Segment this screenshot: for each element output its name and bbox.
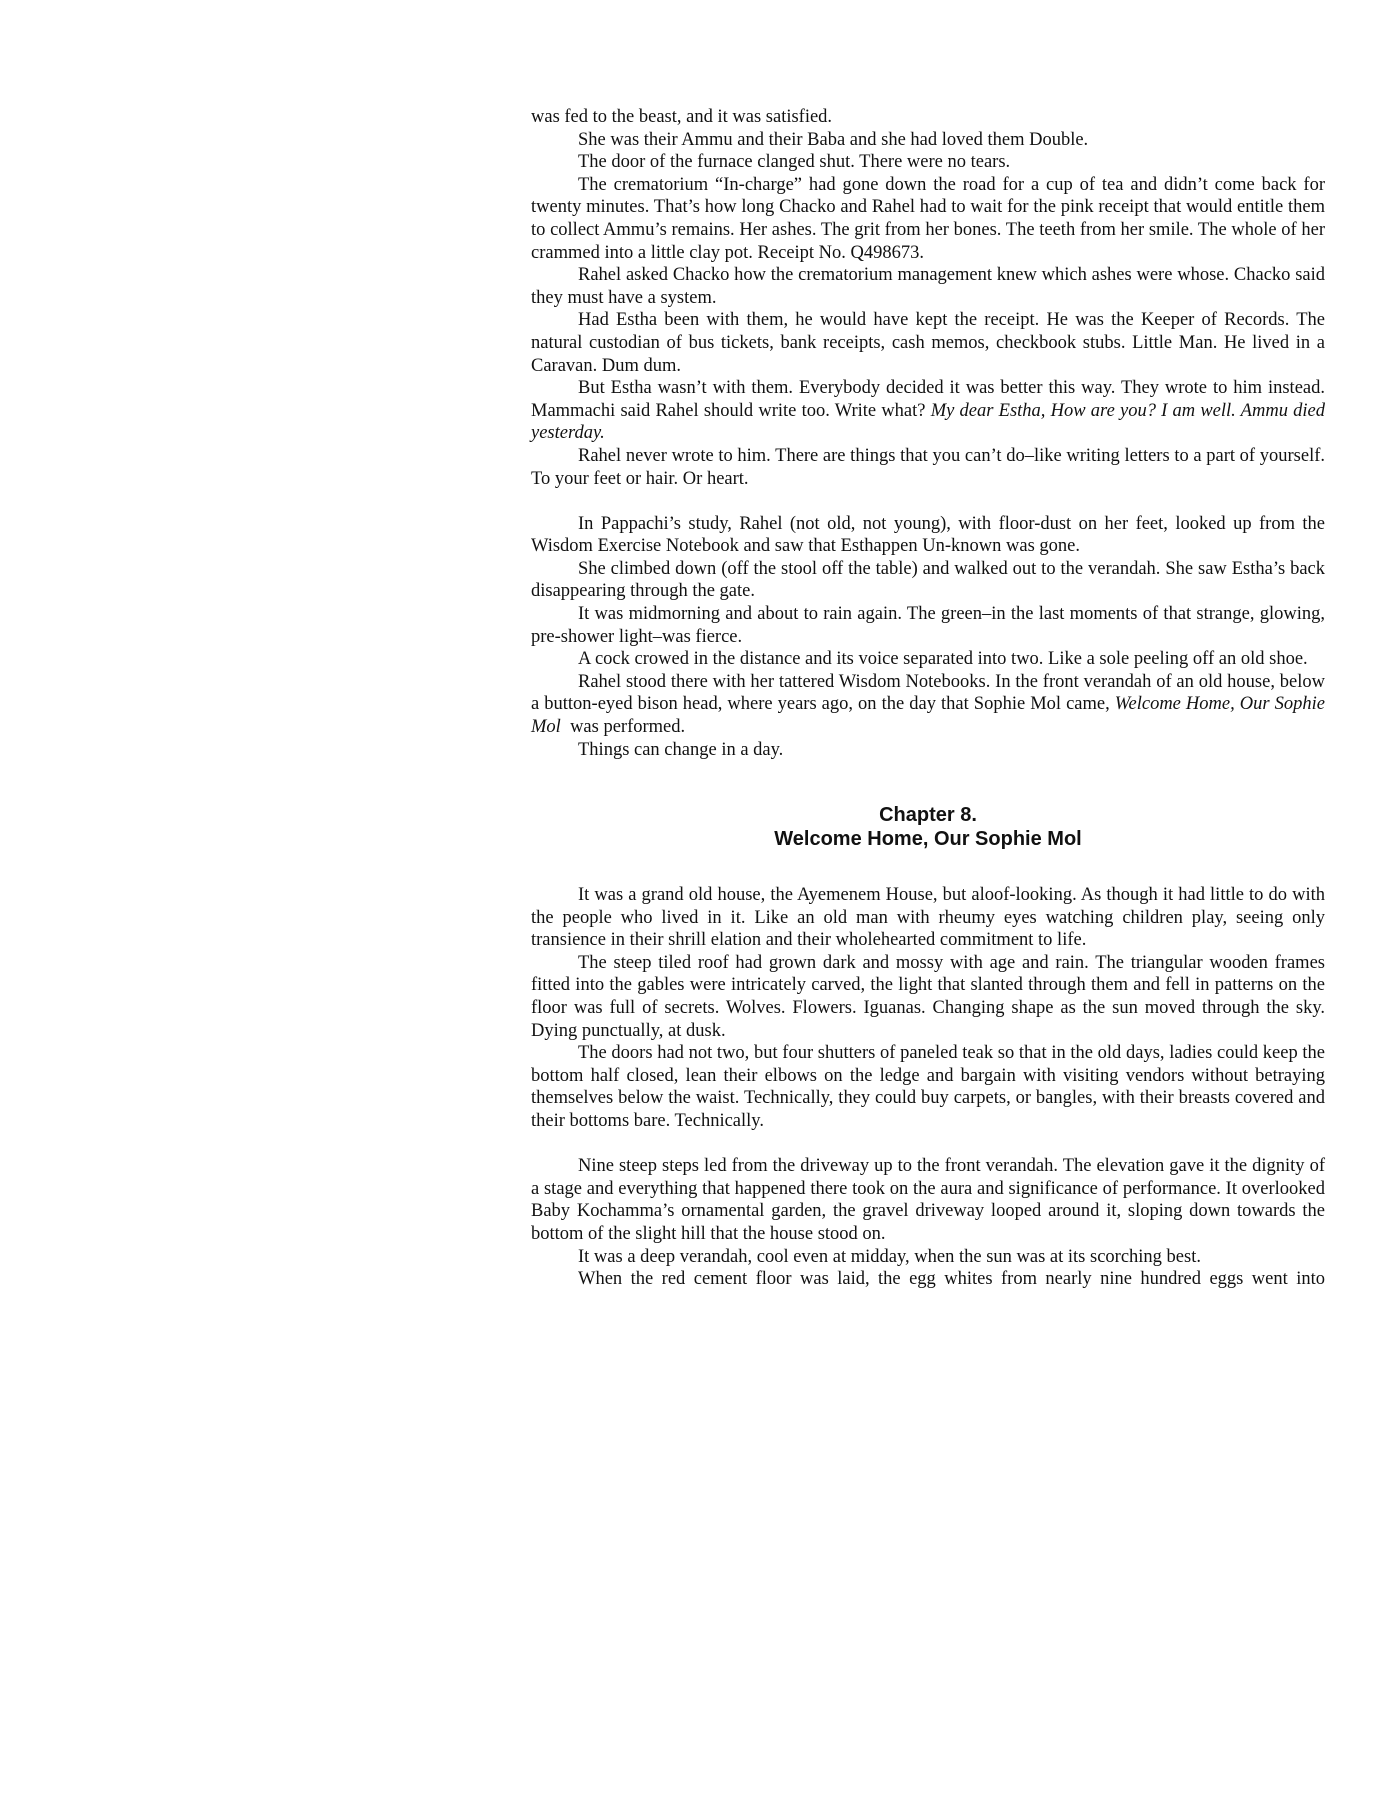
paragraph: It was a deep verandah, cool even at midday, when the sun was at its scorching best. [578, 1246, 1201, 1267]
paragraph: A cock crowed in the distance and its voice separated into two. Like a sole peeling off an old shoe. [578, 649, 1308, 670]
paragraph [531, 671, 1325, 739]
paragraph-text: But Estha wasn’t with them. Everybody decided it was better this way. They wrote to him instead. Mammachi said Rahel should write too. Write what? [531, 378, 1325, 421]
paragraph: The doors had not two, but four shutters of paneled teak so that in the old days, ladies could keep the bottom half closed, lean their elbows on the ledge and bargain with visiting vendors without betraying themselves below the waist. Technically, they could buy carpets, or bangles, with their breasts covered and their bottoms bare. Technically. [531, 1043, 1325, 1131]
paragraph: The door of the furnace clanged shut. There were no tears. [578, 152, 1011, 173]
chapter-heading [531, 803, 1325, 851]
paragraph: Rahel asked Chacko how the crematorium management knew which ashes were whose. Chacko said they must have a system. [531, 265, 1325, 308]
paragraph: Had Estha been with them, he would have kept the receipt. He was the Keeper of Records. The natural custodian of bus tickets, bank receipts, cash memos, checkbook stubs. Little Man. He lived in a Caravan. Dum dum. [531, 310, 1325, 376]
paragraph: It was a grand old house, the Ayemenem House, but aloof-looking. As though it had little to do with the people who lived in it. Like an old man with rheumy eyes watching children play, seeing only transience in their shrill elation and their wholehearted commitment to life. [531, 885, 1325, 951]
paragraph: She climbed down (off the stool off the table) and walked out to the verandah. She saw Estha’s back disappearing through the gate. [531, 558, 1325, 602]
paragraph: She was their Ammu and their Baba and she had loved them Double. [578, 129, 1089, 150]
paragraph-text: Rahel stood there with her tattered Wisdom Notebooks. In the front verandah of an old house, below a button-eyed bison head, where years ago, on the day that Sophie Mol came, [531, 671, 1325, 715]
italic-title-text: Welcome Home, Our Sophie Mol [531, 694, 1325, 738]
paragraph-text: was performed. [560, 717, 686, 738]
paragraph: Nine steep steps led from the driveway up to the front verandah. The elevation gave it the dignity of a stage and everything that happened there took on the aura and significance of performance. It overlooked Baby Kochamma’s ornamental garden, the gravel driveway looped around it, sloping down towards the bottom of the slight hill that the house stood on. [531, 1156, 1325, 1244]
italic-letter-text: My dear Estha, How are you? I am well. Ammu died yesterday. [531, 400, 1326, 444]
text-section-before-chapter [531, 106, 1325, 761]
paragraph: It was midmorning and about to rain again. The green–in the last moments of that strange, glowing, pre-shower light–was fierce. [531, 604, 1325, 647]
paragraph: was fed to the beast, and it was satisfied. [531, 107, 833, 127]
paragraph: In Pappachi’s study, Rahel (not old, not young), with floor-dust on her feet, looked up from the Wisdom Exercise Notebook and saw that Esthappen Un-known was gone. [531, 513, 1325, 557]
paragraph: The crematorium “In-charge” had gone down the road for a cup of tea and didn’t come back for twenty minutes. That’s how long Chacko and Rahel had to wait for the pink receipt that would entitle them to collect Ammu’s remains. Her ashes. The grit from her bones. The teeth from her smile. The whole of her crammed into a little clay pot. Receipt No. Q498673. [531, 174, 1325, 263]
paragraph: Things can change in a day. [578, 739, 784, 760]
paragraph: The steep tiled roof had grown dark and mossy with age and rain. The triangular wooden frames fitted into the gables were intricately carved, the light that slanted through them and fell in patterns on the floor was full of secrets. Wolves. Flowers. Iguanas. Changing shape as the sun moved through the sky. Dying punctually, at dusk. [531, 952, 1325, 1041]
chapter-number: Chapter 8. [879, 804, 977, 826]
paragraph: Rahel never wrote to him. There are things that you can’t do–like writing letters to a part of yourself. To your feet or hair. Or heart. [531, 445, 1325, 489]
paragraph [531, 377, 1325, 445]
text-section-chapter-8 [531, 884, 1325, 1291]
chapter-title: Welcome Home, Our Sophie Mol [774, 828, 1082, 850]
paragraph: When the red cement floor was laid, the egg whites from nearly nine hundred eggs went into [578, 1269, 1325, 1290]
